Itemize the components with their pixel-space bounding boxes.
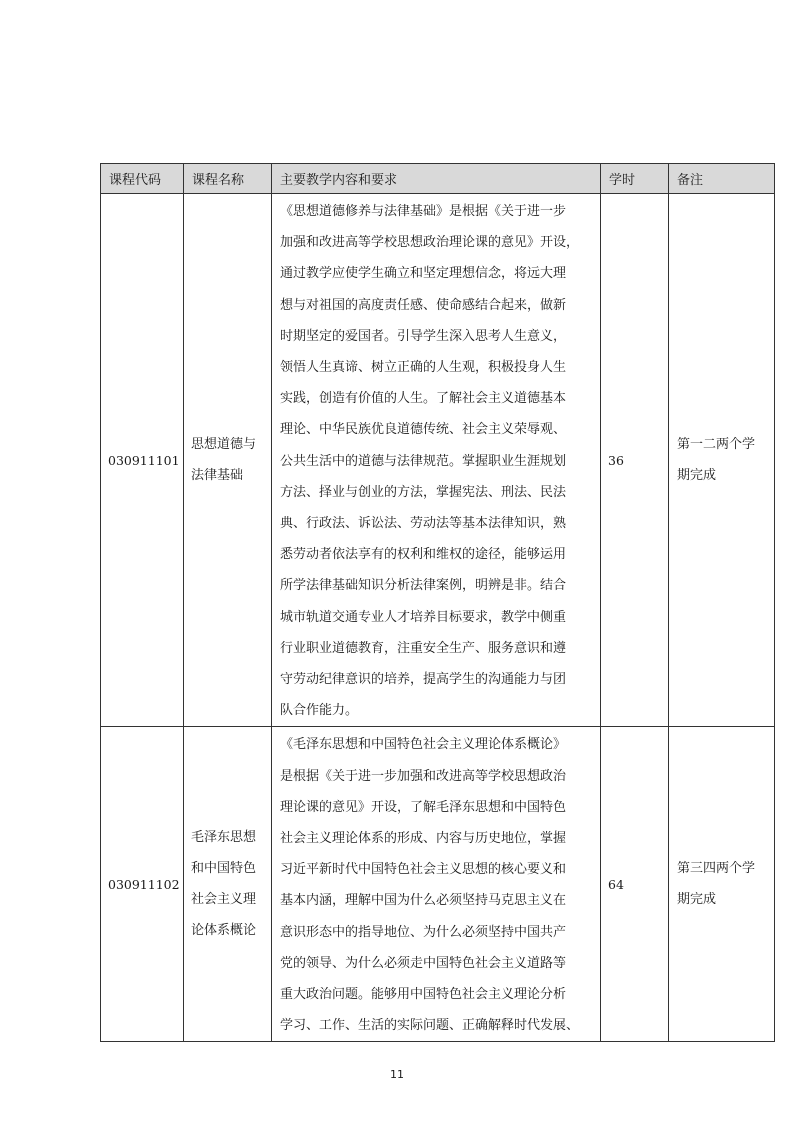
table-row	[101, 194, 775, 727]
course-name-line: 思想道德与	[191, 437, 257, 453]
course-table	[100, 163, 775, 1042]
remark-line: 期完成	[677, 468, 717, 484]
header-teaching-content: 主要教学内容和要求	[272, 164, 601, 194]
content-line: 是根据《关于进一步加强和改进高等学校思想政治	[280, 768, 567, 784]
table-header-row	[101, 164, 775, 194]
teaching-content	[272, 194, 601, 727]
remark-line: 期完成	[677, 892, 717, 908]
content-line: 基本内涵，理解中国为什么必须坚持马克思主义在	[280, 893, 567, 909]
content-line: 意识形态中的指导地位、为什么必须坚持中国共产	[280, 924, 567, 940]
class-hours: 36	[601, 194, 669, 727]
remarks	[669, 727, 775, 1042]
remark-line: 第三四两个学	[677, 861, 756, 877]
course-code: 030911101	[101, 194, 184, 727]
content-line: 方法、择业与创业的方法，掌握宪法、刑法、民法	[280, 484, 567, 500]
content-line: 悉劳动者依法享有的权利和维权的途径，能够运用	[280, 547, 567, 563]
content-line: 通过教学应使学生确立和坚定理想信念，将远大理	[280, 266, 567, 282]
course-name	[184, 194, 272, 727]
course-code: 030911102	[101, 727, 184, 1042]
course-name	[184, 727, 272, 1042]
content-line: 理论、中华民族优良道德传统、社会主义荣辱观、	[280, 422, 567, 438]
content-line: 《毛泽东思想和中国特色社会主义理论体系概论》	[280, 737, 567, 753]
content-line: 典、行政法、诉讼法、劳动法等基本法律知识，熟	[280, 516, 567, 532]
header-class-hours: 学时	[601, 164, 669, 194]
header-course-code: 课程代码	[101, 164, 184, 194]
content-line: 守劳动纪律意识的培养，提高学生的沟通能力与团	[280, 672, 567, 688]
content-line: 领悟人生真谛、树立正确的人生观，积极投身人生	[280, 360, 567, 376]
content-line: 学习、工作、生活的实际问题、正确解释时代发展、	[280, 1018, 580, 1034]
content-line: 时期坚定的爱国者。引导学生深入思考人生意义，	[280, 328, 567, 344]
remark-line: 第一二两个学	[677, 437, 756, 453]
content-line: 公共生活中的道德与法律规范。掌握职业生涯规划	[280, 453, 567, 469]
page-number: 11	[390, 1068, 404, 1081]
content-line: 社会主义理论体系的形成、内容与历史地位，掌握	[280, 831, 567, 847]
teaching-content	[272, 727, 601, 1042]
content-line: 实践，创造有价值的人生。了解社会主义道德基本	[280, 391, 567, 407]
content-line: 队合作能力。	[280, 703, 359, 719]
course-name-line: 法律基础	[191, 468, 244, 484]
header-course-name: 课程名称	[184, 164, 272, 194]
header-remarks: 备注	[669, 164, 775, 194]
remarks	[669, 194, 775, 727]
content-line: 习近平新时代中国特色社会主义思想的核心要义和	[280, 862, 567, 878]
course-name-line: 社会主义理	[191, 892, 257, 908]
content-line: 行业职业道德教育，注重安全生产、服务意识和遵	[280, 640, 567, 656]
class-hours: 64	[601, 727, 669, 1042]
course-name-line: 毛泽东思想	[191, 830, 257, 846]
content-line: 党的领导、为什么必须走中国特色社会主义道路等	[280, 955, 567, 971]
content-line: 所学法律基础知识分析法律案例，明辨是非。结合	[280, 578, 567, 594]
content-line: 重大政治问题。能够用中国特色社会主义理论分析	[280, 987, 567, 1003]
table-row	[101, 727, 775, 1042]
course-name-line: 论体系概论	[191, 923, 257, 939]
course-name-line: 和中国特色	[191, 861, 257, 877]
content-line: 《思想道德修养与法律基础》是根据《关于进一步	[280, 204, 567, 219]
content-line: 城市轨道交通专业人才培养目标要求，教学中侧重	[280, 609, 567, 625]
content-line: 理论课的意见》开设，了解毛泽东思想和中国特色	[280, 799, 567, 815]
content-line: 加强和改进高等学校思想政治理论课的意见》开设，	[280, 235, 580, 251]
content-line: 想与对祖国的高度责任感、使命感结合起来，做新	[280, 297, 567, 313]
